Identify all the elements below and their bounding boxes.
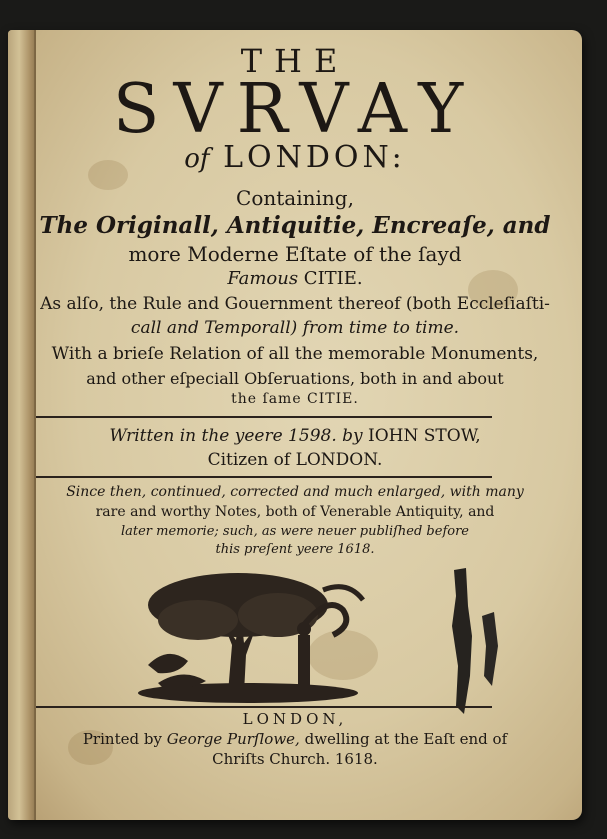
figure-body-icon bbox=[298, 635, 310, 687]
as-also-text: As alſo, the Rule and Gouernment thereof (both Eccleſiaſti- bbox=[40, 294, 550, 314]
ink-stroke-icon bbox=[482, 612, 498, 686]
title-page bbox=[8, 30, 582, 820]
imprint-printer bbox=[8, 730, 582, 748]
continuation-line-1 bbox=[8, 484, 582, 500]
printed-by-text: Printed by bbox=[82, 730, 162, 748]
ecclesiastical-text: call and Temporall) from time to time. bbox=[130, 318, 460, 338]
containing-text: Containing, bbox=[236, 186, 354, 210]
title-london: LONDON: bbox=[223, 140, 406, 175]
famous-text: Famous bbox=[227, 268, 299, 289]
printer-name: George Purſlowe, bbox=[166, 730, 300, 748]
imprint-city bbox=[8, 710, 582, 728]
ink-stroke-icon bbox=[452, 568, 472, 714]
ink-blot-mark bbox=[446, 566, 506, 716]
title-the-text: THE bbox=[240, 42, 350, 80]
title-survay-text: SVRVAY bbox=[112, 70, 478, 149]
modern-text: more Moderne Eſtate of the ſayd bbox=[128, 242, 462, 266]
subtitle-containing bbox=[8, 186, 582, 210]
continuation-line-3 bbox=[8, 524, 582, 539]
tree-foliage-icon bbox=[158, 600, 238, 640]
citizen-of-london bbox=[8, 450, 582, 470]
subtitle-famous bbox=[8, 268, 582, 289]
written-by bbox=[8, 426, 582, 446]
divider-rule bbox=[36, 416, 492, 418]
subtitle-as-also bbox=[8, 294, 582, 314]
subtitle-modern bbox=[8, 242, 582, 266]
title-survay bbox=[8, 70, 582, 149]
title-of-london bbox=[8, 140, 582, 175]
written-text: Written in the yeere 1598. by bbox=[109, 426, 363, 446]
subtitle-brief bbox=[8, 344, 582, 364]
dwelling-text: dwelling at the Eaſt end of bbox=[304, 730, 508, 748]
subtitle-original bbox=[8, 212, 582, 239]
same-citie-text: the ſame CITIE. bbox=[231, 391, 359, 407]
leaf-icon bbox=[148, 654, 188, 673]
printers-device-woodcut bbox=[128, 565, 388, 705]
original-text: The Originall, Antiquitie, Encreaſe, and bbox=[39, 212, 551, 239]
title-of: of bbox=[184, 144, 210, 174]
subtitle-same-citie bbox=[8, 391, 582, 407]
continuation-text-1: Since then, continued, corrected and much enlarged, with many bbox=[66, 484, 524, 500]
continuation-line-2 bbox=[8, 504, 582, 520]
subtitle-ecclesiastical bbox=[8, 318, 582, 338]
subtitle-special bbox=[8, 369, 582, 388]
continuation-text-4: this preſent yeere 1618. bbox=[215, 542, 375, 557]
citie-text: CITIE. bbox=[303, 268, 363, 289]
citizen-text: Citizen of LONDON. bbox=[207, 450, 383, 470]
continuation-line-4 bbox=[8, 542, 582, 557]
author-name: IOHN STOW, bbox=[368, 426, 481, 446]
continuation-text-2: rare and worthy Notes, both of Venerable Antiquity, and bbox=[95, 504, 495, 520]
imprint-city-text: LONDON, bbox=[242, 710, 348, 728]
divider-rule bbox=[36, 706, 492, 708]
divider-rule bbox=[36, 476, 492, 478]
church-text: Chriſts Church. 1618. bbox=[212, 750, 378, 768]
imprint-church bbox=[8, 750, 582, 768]
brief-text: With a brieſe Relation of all the memorable Monuments, bbox=[51, 344, 539, 364]
banner-scroll-icon bbox=[323, 587, 363, 600]
special-text: and other eſpeciall Obſeruations, both in and about bbox=[86, 369, 504, 388]
continuation-text-3: later memorie; such, as were neuer publiſhed before bbox=[120, 524, 469, 539]
